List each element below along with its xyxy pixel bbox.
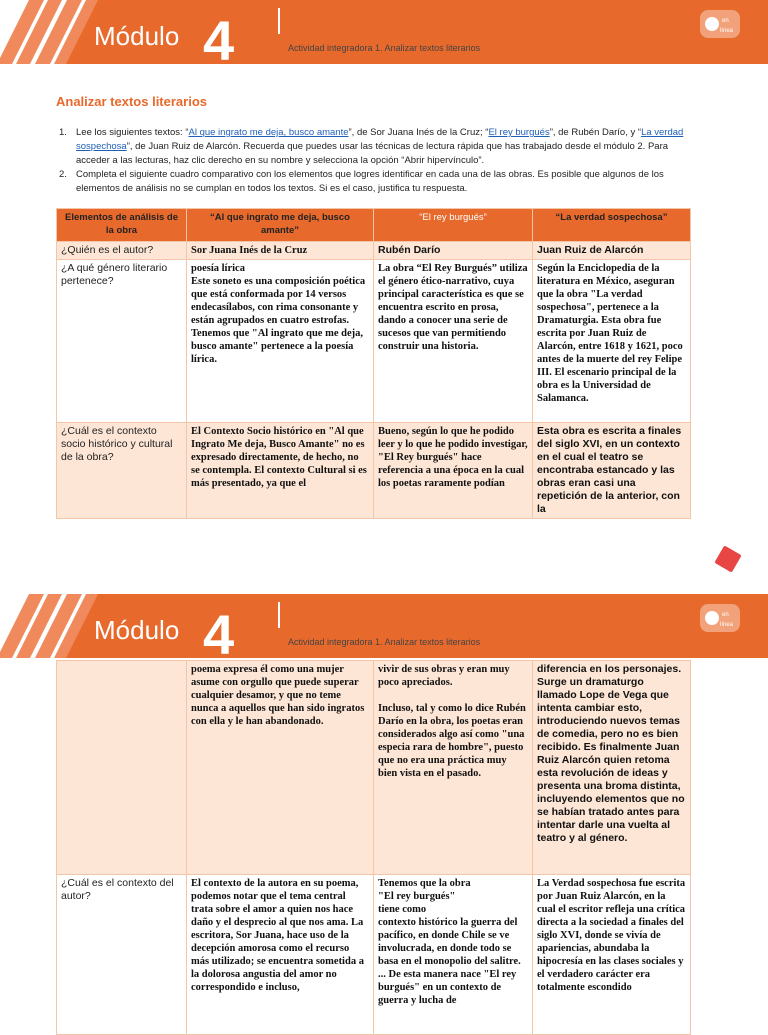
instruction-fragment: ”, de Juan Ruiz de Alarcón. Recuerda que puedes usar las técnicas de lectura rápida que has trabajado desde el módulo 2. Para acceder a las lecturas, haz clic derecho en su nombre y selecciona la opción “Abrir hipervínculo”. — [76, 141, 669, 166]
row-label — [57, 661, 187, 875]
table-row — [57, 875, 691, 1035]
row-label: ¿Cuál es el contexto del autor? — [57, 875, 187, 1035]
row-label: ¿A qué género literario pertenece? — [57, 260, 187, 423]
banner-divider — [278, 8, 280, 34]
instruction-text: Completa el siguiente cuadro comparativo con los elementos que logres identificar en cada una de las obras. Es posible que algunos de los elementos de análisis no se cumplan en todos los textos. Si es el caso, justifica tu respuesta. — [76, 169, 664, 194]
link-la-verdad-sospechosa[interactable]: La verdad sospechosa — [76, 127, 684, 152]
table-cell: La obra “El Rey Burgués” utiliza el género ético-narrativo, cuya principal característica es que se encuentra escrito en prosa, dando a conocer una serie de sucesos que van permitiendo construir una historia. — [374, 260, 533, 423]
table-cell: Sor Juana Inés de la Cruz — [187, 242, 374, 260]
instruction-text — [76, 126, 704, 168]
prepa-en-linea-logo — [700, 10, 740, 38]
prepa-en-linea-logo — [700, 604, 740, 632]
table-cell: Tenemos que la obra "El rey burgués" tiene como contexto histórico la guerra del pacífico, en donde Chile se ve involucrada, en donde todo se basa en el monopolio del salitre. ... De esta manera nace "El rey burgués" en un contexto de guerra y lucha de — [374, 875, 533, 1035]
link-el-rey-burgues[interactable]: El rey burgués — [488, 127, 550, 138]
svg-text:línea: línea — [720, 622, 734, 628]
module-word: Módulo — [94, 615, 180, 645]
section-title: Analizar textos literarios — [56, 94, 207, 109]
table-row — [57, 242, 691, 260]
table-cell: vivir de sus obras y eran muy poco apreciados. Incluso, tal y como lo dice Rubén Darío en la obra, los poetas eran considerados algo así como "una especia rara de hombre", puesto que no era una práctica muy bien vista en el pasado. — [374, 661, 533, 875]
table-header-row — [57, 209, 691, 242]
decorative-diamond-icon — [714, 545, 741, 572]
table-cell: Rubén Darío — [374, 242, 533, 260]
comparison-table-page2 — [56, 660, 691, 1035]
instruction-fragment: ”, de Rubén Darío, y “ — [549, 127, 642, 138]
table-row — [57, 260, 691, 423]
table-cell: El Contexto Socio histórico en "Al que Ingrato Me deja, Busco Amante" no es expresado directamente, de hecho, no se contempla. El contexto Cultural si es más presentado, ya que el — [187, 423, 374, 519]
instruction-number: 2. — [59, 169, 67, 180]
instruction-fragment: ”, de Sor Juana Inés de la Cruz; “ — [348, 127, 489, 138]
banner-graphic — [0, 0, 768, 64]
instruction-2 — [56, 168, 704, 196]
page2-banner — [0, 594, 768, 658]
banner-subtitle: Actividad integradora 1. Analizar textos literarios — [288, 637, 481, 647]
table-cell: diferencia en los personajes. Surge un dramaturgo llamado Lope de Vega que intenta cambiar esto, introduciendo nuevos temas de comedia, pero no es bien recibido. Es finalmente Juan Ruiz Alarcón quien retoma esta revolución de ideas y presenta una broma distinta, incluyendo elementos que no se habían tratado antes para intentar darle una vuelta al teatro y al género. — [533, 661, 691, 875]
svg-text:en: en — [722, 612, 729, 618]
table-row — [57, 423, 691, 519]
table-cell: Esta obra es escrita a finales del siglo XVI, en un contexto en el cual el teatro se encontraba estancado y las obras eran casi una repetición de la anterior, con la — [533, 423, 691, 519]
banner-graphic — [0, 594, 768, 658]
module-word: Módulo — [94, 21, 180, 51]
row-label: ¿Quién es el autor? — [57, 242, 187, 260]
row-label: ¿Cuál es el contexto socio histórico y cultural de la obra? — [57, 423, 187, 519]
table-cell: Bueno, según lo que he podido leer y lo que he podido investigar, "El Rey burgués" hace referencia a una época en la cual los poetas raramente podían — [374, 423, 533, 519]
table-cell: poesía lírica Este soneto es una composición poética que está conformada por 14 versos endecasílabos, con rima consonante y están agrupados en cuatro estrofas. Tenemos que "Al ingrato que me deja, busco amante" pertenece a la poesía lírica. — [187, 260, 374, 423]
banner-subtitle: Actividad integradora 1. Analizar textos literarios — [288, 43, 481, 53]
instruction-fragment: Lee los siguientes textos: “ — [76, 127, 189, 138]
link-al-que-ingrato[interactable]: Al que ingrato me deja, busco amante — [188, 127, 349, 138]
comparison-table-page1 — [56, 208, 691, 519]
instruction-1 — [56, 126, 704, 168]
svg-text:en: en — [722, 18, 729, 24]
module-number: 4 — [203, 9, 235, 64]
table-cell: El contexto de la autora en su poema, podemos notar que el tema central trata sobre el amor a quien nos hace daño y el desprecio al que nos ama. La escritora, Sor Juana, hace uso de la decepción amorosa como el recurso más utilizado; se encuentra sometida a la dolorosa angustia del amor no correspondido e incluso, — [187, 875, 374, 1035]
svg-text:línea: línea — [720, 28, 734, 34]
table-cell: Según la Enciclopedia de la literatura en México, aseguran que la obra "La verdad sospechosa", pertenece a la Dramaturgia. Esta obra fue escrita por Juan Ruiz de Alarcón, entre 1618 y 1621, poco antes de la muerte del rey Felipe III. El escenario principal de la obra es la Universidad de Salamanca. — [533, 260, 691, 423]
header-el-rey-burgues: “El rey burgués” — [374, 209, 533, 242]
header-elementos: Elementos de análisis de la obra — [57, 209, 187, 242]
table-cell: La Verdad sospechosa fue escrita por Juan Ruiz Alarcón, en la cual el escritor refleja una crítica directa a la sociedad a finales del siglo XVI, donde se vivía de apariencias, abundaba la hipocresía en las clases sociales y el verdadero carácter era totalmente escondido — [533, 875, 691, 1035]
header-al-que-ingrato: “Al que ingrato me deja, busco amante” — [187, 209, 374, 242]
page1-banner — [0, 0, 768, 64]
table-cell: poema expresa él como una mujer asume con orgullo que puede superar cualquier desamor, y que no teme nunca a aquellos que han sido ingratos con ella y le han abandonado. — [187, 661, 374, 875]
table-cell: Juan Ruiz de Alarcón — [533, 242, 691, 260]
instruction-number: 1. — [59, 127, 67, 138]
module-number: 4 — [203, 603, 235, 658]
banner-divider — [278, 602, 280, 628]
table-row — [57, 661, 691, 875]
header-la-verdad-sospechosa: “La verdad sospechosa” — [533, 209, 691, 242]
